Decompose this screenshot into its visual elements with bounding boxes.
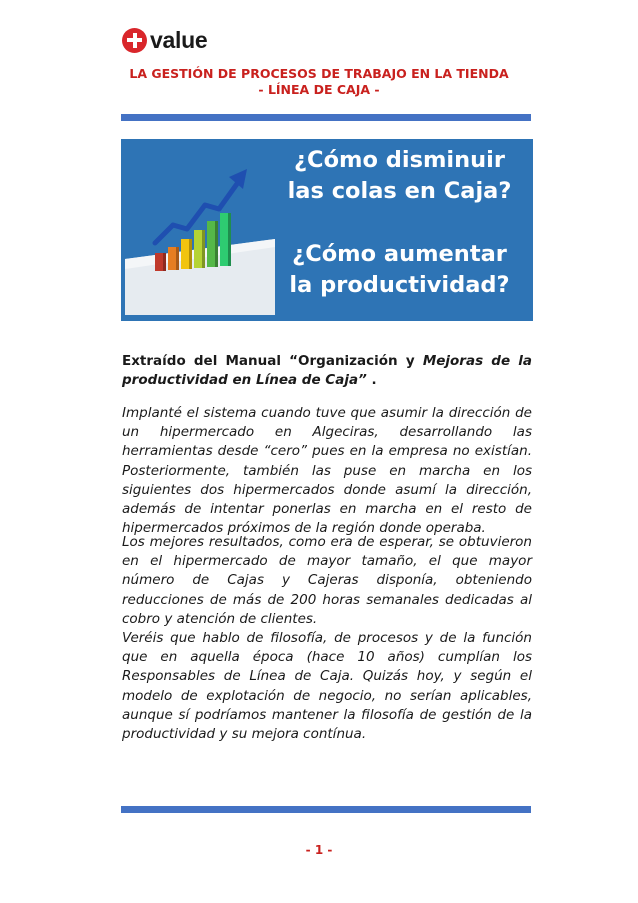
hero-question-productivity-line2: la productividad? bbox=[289, 272, 510, 298]
page-number: - 1 - bbox=[305, 843, 333, 857]
document-title-line1: LA GESTIÓN DE PROCESOS DE TRABAJO EN LA TIENDA bbox=[129, 66, 509, 81]
intro-paragraph bbox=[122, 352, 532, 390]
document-title bbox=[108, 66, 530, 98]
hero-question-queues-line2: las colas en Caja? bbox=[287, 178, 512, 204]
body-paragraph: Veréis que hablo de filosofía, de procesos y de la función que en aquella época (hace 10 años) cumplían los Responsables de Línea de Caja. Quizás hoy, y según el modelo de explotación de negocio, no serían aplicables, aunque sí podríamos mantener la filosofía de gestión de la productividad y su mejora contínua. bbox=[122, 630, 532, 743]
growth-chart-illustration bbox=[125, 147, 275, 315]
hero-question-queues bbox=[266, 145, 533, 207]
hero-banner bbox=[121, 139, 533, 321]
intro-manual-title: Mejoras de la productividad en Línea de Caja” bbox=[122, 353, 532, 389]
body-paragraph: Implanté el sistema cuando tuve que asumir la dirección de un hipermercado en Algeciras, desarrollando las herramientas desde “cero” pues en la empresa no existían. Posteriormente, también las puse en marcha en los siguientes dos hipermercados donde asumí la dirección, además de intentar ponerlas en marcha en el resto de hipermercados próximos de la región donde operaba. bbox=[122, 405, 532, 537]
logo-text: value bbox=[150, 26, 208, 53]
intro-suffix: . bbox=[366, 372, 377, 389]
top-divider bbox=[121, 114, 531, 121]
intro-prefix: Extraído del Manual “Organización y bbox=[122, 353, 423, 369]
brand-logo bbox=[122, 26, 207, 54]
bottom-divider bbox=[121, 806, 531, 813]
hero-question-queues-line1: ¿Cómo disminuir bbox=[294, 147, 505, 173]
document-title-line2: - LÍNEA DE CAJA - bbox=[258, 82, 380, 97]
plus-badge-icon bbox=[122, 28, 147, 53]
hero-question-productivity bbox=[266, 239, 533, 301]
hero-question-productivity-line1: ¿Cómo aumentar bbox=[292, 241, 507, 267]
body-paragraph: Los mejores resultados, como era de esperar, se obtuvieron en el hipermercado de mayor tamaño, el que mayor número de Cajas y Cajeras disponía, obteniendo reducciones de más de 200 horas semanales dedicadas al cobro y atención de clientes. bbox=[122, 534, 532, 627]
